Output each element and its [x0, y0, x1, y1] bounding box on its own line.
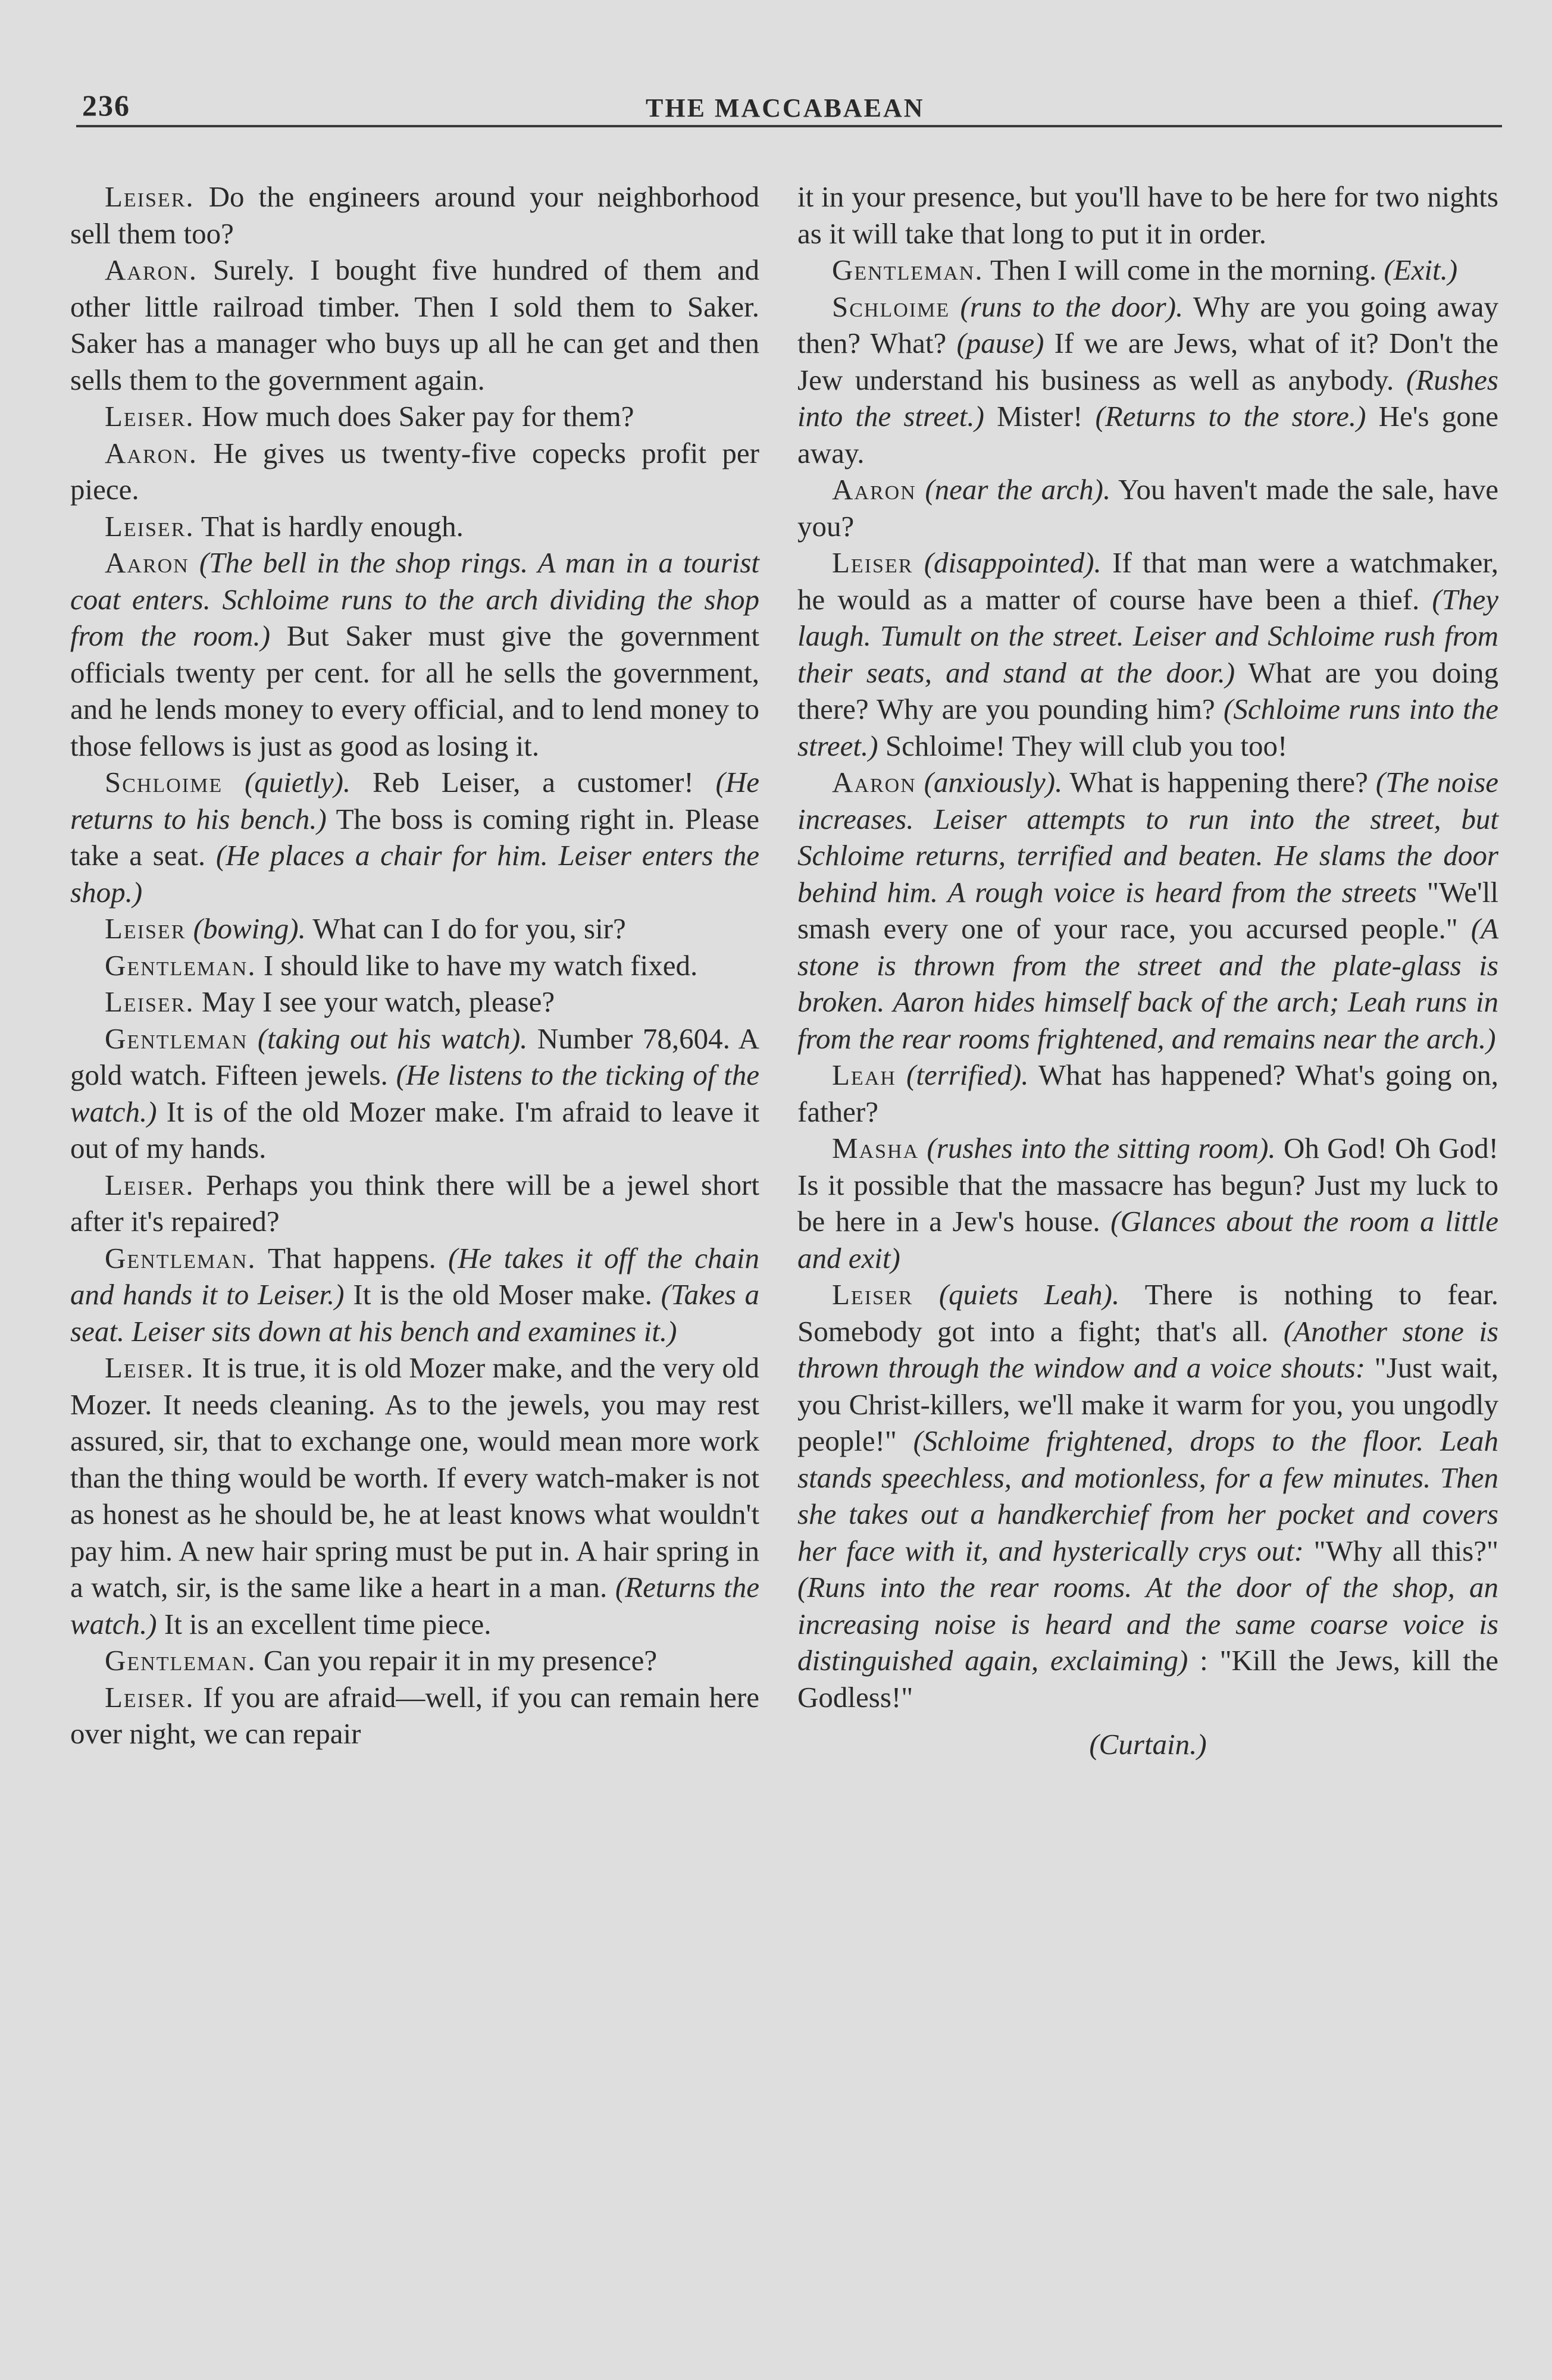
stage-direction: (Glances about the room a little and exit)	[797, 1205, 1498, 1274]
speaker-name: Aaron.	[105, 253, 198, 286]
dialogue-text: I should like to have my watch fixed.	[256, 948, 698, 982]
speaker-name: Gentleman.	[832, 253, 984, 286]
dialogue-text: But Saker must give the government officials twenty per cent. for all he sells the government, and he lends money to every official, and to lend money to those fellows is just as good as losing it.	[70, 619, 759, 762]
dialogue-text: That is hardly enough.	[194, 509, 464, 543]
speaker-name: Gentleman.	[105, 948, 256, 982]
speech-paragraph	[797, 178, 1498, 252]
dialogue-text: There is nothing to fear. Somebody got into a fight; that's all.	[797, 1278, 1499, 1348]
dialogue-text: Do the engineers around your neighborhood sell them too?	[70, 180, 759, 250]
dialogue-text: What is happening there?	[1062, 766, 1376, 798]
dialogue-text: He's gone away.	[797, 400, 1499, 469]
dialogue-text: Surely. I bought five hundred of them and other little railroad timber. Then I sold them to Saker. Saker has a manager who buys up all he can get and then sells them to the government again.	[70, 253, 759, 396]
dialogue-text: Perhaps you think there will be a jewel short after it's repaired?	[70, 1168, 759, 1238]
speech-paragraph	[70, 1240, 759, 1350]
dialogue-text: Reb Leiser, a customer!	[351, 766, 716, 798]
speaker-name: Leiser	[832, 546, 913, 579]
stage-direction: (Returns to the store.)	[1095, 400, 1366, 433]
speaker-name: Leiser.	[105, 1168, 195, 1201]
speech-paragraph	[70, 1349, 759, 1642]
dialogue-text: What are you doing there? Why are you pounding him?	[797, 656, 1498, 725]
right-column	[797, 178, 1498, 1763]
stage-direction: (Schloime runs into the street.)	[797, 693, 1498, 762]
header-rule	[76, 125, 1502, 127]
dialogue-text: It is of the old Mozer make. I'm afraid to leave it out of my hands.	[70, 1095, 759, 1164]
speaker-name: Aaron.	[105, 436, 198, 469]
dialogue-text: "Why all this?"	[1303, 1534, 1499, 1567]
dialogue-text: What has happened? What's going on, father?	[797, 1059, 1498, 1128]
dialogue-text: Oh God! Oh God! Is it possible that the massacre has begun? Just my luck to be here in a Jew's house.	[797, 1132, 1498, 1238]
stage-direction: (Schloime frightened, drops to the floor. Leah stands speechless, and motionless, for a few minutes. Then she takes out a handkerchief from her pocket and covers her face with it, and hysterically crys out:	[797, 1424, 1499, 1567]
curtain-note: (Curtain.)	[1089, 1728, 1207, 1761]
speech-paragraph	[70, 1642, 759, 1679]
dialogue-text: Number 78,604. A gold watch. Fifteen jewels.	[70, 1022, 760, 1091]
speech-paragraph	[70, 1679, 759, 1752]
stage-direction: (He returns to his bench.)	[70, 766, 759, 835]
dialogue-text: Schloime! They will club you too!	[878, 729, 1288, 762]
left-column	[70, 178, 759, 1752]
speech-paragraph	[70, 508, 759, 545]
running-head: THE MACCABAEAN	[646, 93, 925, 123]
speech-paragraph	[797, 764, 1498, 1057]
dialogue-text: What can I do for you, sir?	[305, 912, 626, 945]
stage-direction: (Runs into the rear rooms. At the door of the shop, an increasing noise is heard and the same coarse voice is distinguished again, exclaiming)	[797, 1571, 1498, 1677]
speech-paragraph	[70, 947, 759, 984]
stage-direction: (terrified).	[896, 1059, 1029, 1091]
speech-paragraph	[70, 435, 759, 508]
stage-direction: (near the arch).	[916, 473, 1111, 506]
dialogue-text: it in your presence, but you'll have to be here for two nights as it will take that long to put it in order.	[797, 180, 1498, 250]
speech-paragraph	[70, 398, 759, 435]
stage-direction: (Exit.)	[1384, 253, 1458, 286]
stage-direction: (Another stone is thrown through the window and a voice shouts:	[797, 1314, 1498, 1384]
dialogue-text: Then I will come in the morning.	[983, 253, 1384, 286]
speech-paragraph	[70, 252, 759, 398]
speech-paragraph	[797, 544, 1498, 764]
dialogue-text: "Just wait, you Christ-killers, we'll make it warm for you, you ungodly people!"	[797, 1351, 1498, 1457]
speaker-name: Gentleman	[105, 1022, 248, 1055]
stage-direction: (quiets Leah).	[913, 1278, 1120, 1311]
stage-direction: (anxiously).	[916, 766, 1063, 798]
dialogue-text: : "Kill the Jews, kill the Godless!"	[797, 1644, 1498, 1714]
speaker-name: Leiser	[832, 1278, 913, 1311]
stage-direction: (pause)	[956, 327, 1044, 359]
speaker-name: Schloime	[105, 766, 223, 798]
page-number: 236	[82, 89, 130, 122]
stage-direction: (He takes it off the chain and hands it to Leiser.)	[70, 1241, 759, 1311]
stage-direction: (The noise increases. Leiser attempts to run into the street, but Schloime returns, terrified and beaten. He slams the door behind him. A rough voice is heard from the streets	[797, 766, 1498, 909]
speaker-name: Schloime	[832, 290, 950, 323]
speaker-name: Leiser.	[105, 400, 195, 433]
dialogue-text: How much does Saker pay for them?	[194, 400, 634, 433]
stage-direction: (disappointed).	[913, 546, 1102, 579]
speech-paragraph	[797, 1057, 1498, 1130]
speaker-name: Aaron	[105, 546, 189, 579]
dialogue-text: Why are you going away then? What?	[797, 290, 1498, 359]
dialogue-text: He gives us twenty-five copecks profit per piece.	[70, 436, 759, 506]
dialogue-text: It is an excellent time piece.	[157, 1607, 492, 1640]
dialogue-text: You haven't made the sale, have you?	[797, 473, 1498, 543]
speech-paragraph	[70, 1167, 759, 1240]
stage-direction: (He listens to the ticking of the watch.)	[70, 1059, 759, 1128]
speech-paragraph	[70, 544, 759, 764]
dialogue-text: If we are Jews, what of it? Don't the Jew understand his business as well as anybody.	[797, 327, 1498, 396]
speaker-name: Leiser.	[105, 180, 195, 213]
dialogue-text: The boss is coming right in. Please take a seat.	[70, 802, 759, 872]
dialogue-text: "We'll smash every one of your race, you accursed people."	[797, 875, 1498, 945]
dialogue-text: Mister!	[984, 400, 1096, 433]
speaker-name: Aaron	[832, 766, 916, 798]
stage-direction: (quietly).	[223, 766, 351, 798]
speaker-name: Leiser.	[105, 509, 195, 543]
speech-paragraph	[70, 1020, 759, 1167]
dialogue-text: It is true, it is old Mozer make, and the very old Mozer. It needs cleaning. As to the jewels, you may rest assured, sir, that to exchange one, would mean more work than the thing would be worth. If every watch-maker is not as honest as he should be, he at least knows what wouldn't pay him. A new hair spring must be put in. A hair spring in a watch, sir, is the same like a heart in a man.	[70, 1351, 759, 1604]
stage-direction: (He places a chair for him. Leiser enters the shop.)	[70, 839, 760, 909]
stage-direction: (bowing).	[186, 912, 306, 945]
speaker-name: Leiser.	[105, 985, 195, 1018]
stage-direction: (Returns the watch.)	[70, 1571, 759, 1640]
speech-paragraph	[70, 764, 759, 910]
speech-paragraph	[797, 1130, 1498, 1276]
speech-paragraph	[797, 471, 1498, 544]
stage-direction: (Rushes into the street.)	[797, 363, 1498, 433]
speaker-name: Leiser	[105, 912, 186, 945]
speaker-name: Masha	[832, 1132, 919, 1164]
stage-direction: (Takes a seat. Leiser sits down at his bench and examines it.)	[70, 1278, 760, 1348]
speech-paragraph	[797, 252, 1498, 289]
speech-paragraph	[797, 289, 1498, 472]
speech-paragraph	[70, 178, 759, 252]
speaker-name: Leah	[832, 1059, 896, 1091]
speech-paragraph	[797, 1276, 1498, 1715]
speech-paragraph	[70, 984, 759, 1020]
stage-direction: (runs to the door).	[950, 290, 1184, 323]
stage-direction: (A stone is thrown from the street and the plate-glass is broken. Aaron hides himself back of the arch; Leah runs in from the rear rooms frightened, and remains near the arch.)	[797, 912, 1498, 1055]
stage-direction: (They laugh. Tumult on the street. Leiser and Schloime rush from their seats, and stand at the door.)	[797, 583, 1498, 689]
speaker-name: Leiser.	[105, 1680, 195, 1714]
dialogue-text: It is the old Moser make.	[344, 1278, 661, 1311]
stage-direction: (rushes into the sitting room).	[919, 1132, 1276, 1164]
speaker-name: Leiser.	[105, 1351, 195, 1384]
dialogue-text: If you are afraid—well, if you can remain here over night, we can repair	[70, 1680, 759, 1750]
dialogue-text: That happens.	[256, 1241, 449, 1274]
stage-direction: (The bell in the shop rings. A man in a tourist coat enters. Schloime runs to the arch dividing the shop from the room.)	[70, 546, 759, 652]
speaker-name: Aaron	[832, 473, 916, 506]
speaker-name: Gentleman.	[105, 1241, 256, 1274]
dialogue-text: Can you repair it in my presence?	[256, 1644, 658, 1677]
dialogue-text: If that man were a watchmaker, he would as a matter of course have been a thief.	[797, 546, 1498, 616]
speaker-name: Gentleman.	[105, 1644, 256, 1677]
stage-direction: (taking out his watch).	[248, 1022, 528, 1055]
dialogue-text: May I see your watch, please?	[194, 985, 555, 1018]
speech-paragraph	[70, 910, 759, 947]
